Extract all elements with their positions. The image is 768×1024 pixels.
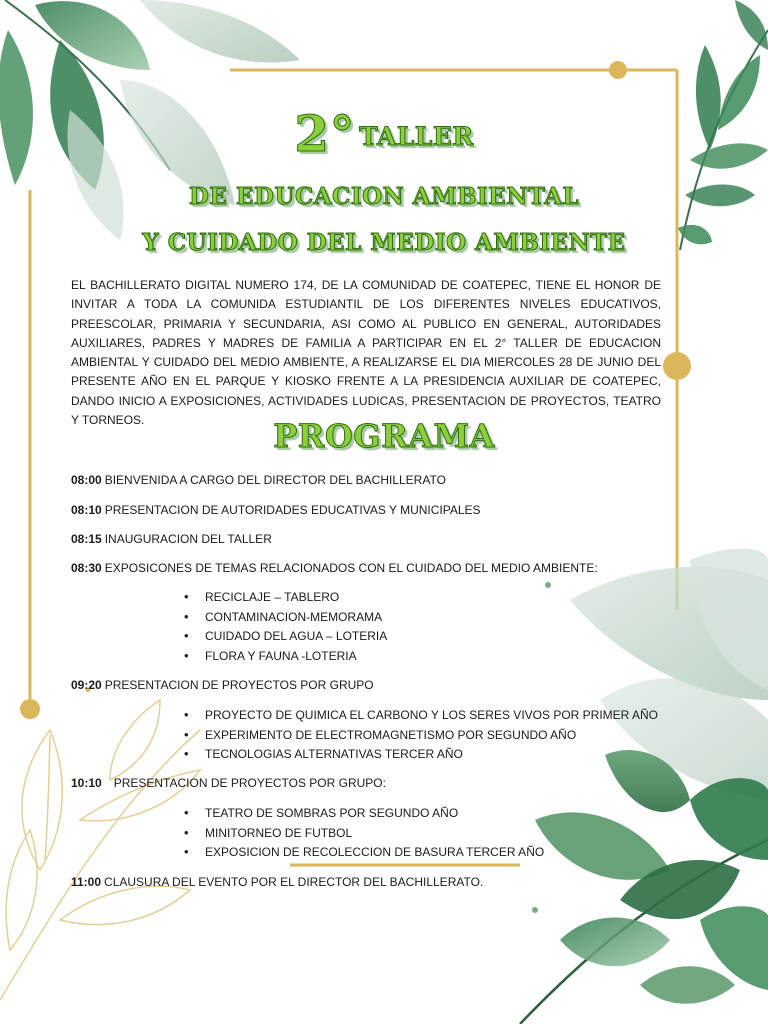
list-item: • MINITORNEO DE FUTBOL	[178, 826, 544, 846]
list-item: • EXPERIMENTO DE ELECTROMAGNETISMO POR SEGUNDO AÑO	[178, 728, 658, 748]
bullet-list-proyectos-2	[178, 806, 544, 865]
title-number: 2°	[294, 104, 356, 163]
schedule-item	[71, 561, 598, 575]
schedule-text: PRESENTACION DE PROYECTOS POR GRUPO	[104, 678, 374, 692]
title-line-3: Y CUIDADO DEL MEDIO AMBIENTE	[142, 229, 626, 256]
list-item: • TECNOLOGIAS ALTERNATIVAS TERCER AÑO	[178, 747, 658, 767]
schedule-text: PRESENTACION DE AUTORIDADES EDUCATIVAS Y MUNICIPALES	[104, 503, 481, 517]
title-workshop-number	[0, 104, 768, 163]
list-item: • CUIDADO DEL AGUA – LOTERIA	[178, 629, 387, 649]
intro-paragraph: EL BACHILLERATO DIGITAL NUMERO 174, DE LA COMUNIDAD DE COATEPEC, TIENE EL HONOR DE INVITAR A TODA LA COMUNIDA ESTUDIANTIL DE LOS DIFERENTES NIVELES EDUCATIVOS, PREESCOLAR, PRIMARIA Y SECUNDARIA, ASI COMO AL PUBLICO EN GENERAL, AUTORIDADES AUXILIARES, PADRES Y MADRES DE FAMILIA A PARTICIPAR EN EL 2° TALLER DE EDUCACION AMBIENTAL Y CUIDADO DEL MEDIO AMBIENTE, A REALIZARSE EL DIA MIERCOLES 28 DE JUNIO DEL PRESENTE AÑO EN EL PARQUE Y KIOSKO FRENTE A LA PRESIDENCIA AUXILIAR DE COATEPEC, DANDO INICIO A EXPOSICIONES, ACTIVIDADES LUDICAS, PRESENTACION DE PROYECTOS, TEATRO Y TORNEOS.	[71, 278, 661, 428]
list-item: • TEATRO DE SOMBRAS POR SEGUNDO AÑO	[178, 806, 544, 826]
list-item: • RECICLAJE – TABLERO	[178, 590, 387, 610]
schedule-time: 08:15	[71, 532, 102, 546]
schedule-time: 08:10	[71, 503, 102, 517]
title-taller: TALLER	[359, 122, 474, 151]
list-item: • PROYECTO DE QUIMICA EL CARBONO Y LOS SERES VIVOS POR PRIMER AÑO	[178, 708, 658, 728]
schedule-time: 09:20	[71, 678, 102, 692]
bullet-list-exposiciones	[178, 590, 387, 668]
title-line-2: DE EDUCACION AMBIENTAL	[188, 183, 580, 210]
bullet-list-proyectos	[178, 708, 658, 767]
schedule-time: 11:00	[71, 875, 102, 889]
schedule-item	[71, 776, 386, 790]
schedule-text: BIENVENIDA A CARGO DEL DIRECTOR DEL BACHILLERATO	[104, 473, 446, 487]
schedule-item	[71, 678, 374, 692]
schedule-text: CLAUSURA DEL EVENTO POR EL DIRECTOR DEL BACHILLERATO.	[104, 875, 484, 889]
list-item: • CONTAMINACION-MEMORAMA	[178, 610, 387, 630]
schedule-item	[71, 532, 272, 546]
schedule-text: INAUGURACION DEL TALLER	[104, 532, 272, 546]
schedule-text: PRESENTACION DE PROYECTOS POR GRUPO:	[113, 776, 386, 790]
schedule-text: EXPOSICONES DE TEMAS RELACIONADOS CON EL CUIDADO DEL MEDIO AMBIENTE:	[104, 561, 598, 575]
schedule-time: 10:10	[71, 776, 102, 790]
list-item: • EXPOSICION DE RECOLECCION DE BASURA TERCER AÑO	[178, 845, 544, 865]
schedule-time: 08:00	[71, 473, 102, 487]
list-item: • FLORA Y FAUNA -LOTERIA	[178, 649, 387, 669]
schedule-time: 08:30	[71, 561, 102, 575]
schedule-item	[71, 875, 483, 889]
schedule-item	[71, 473, 446, 487]
programa-heading: PROGRAMA	[273, 417, 495, 455]
schedule-item	[71, 503, 481, 517]
